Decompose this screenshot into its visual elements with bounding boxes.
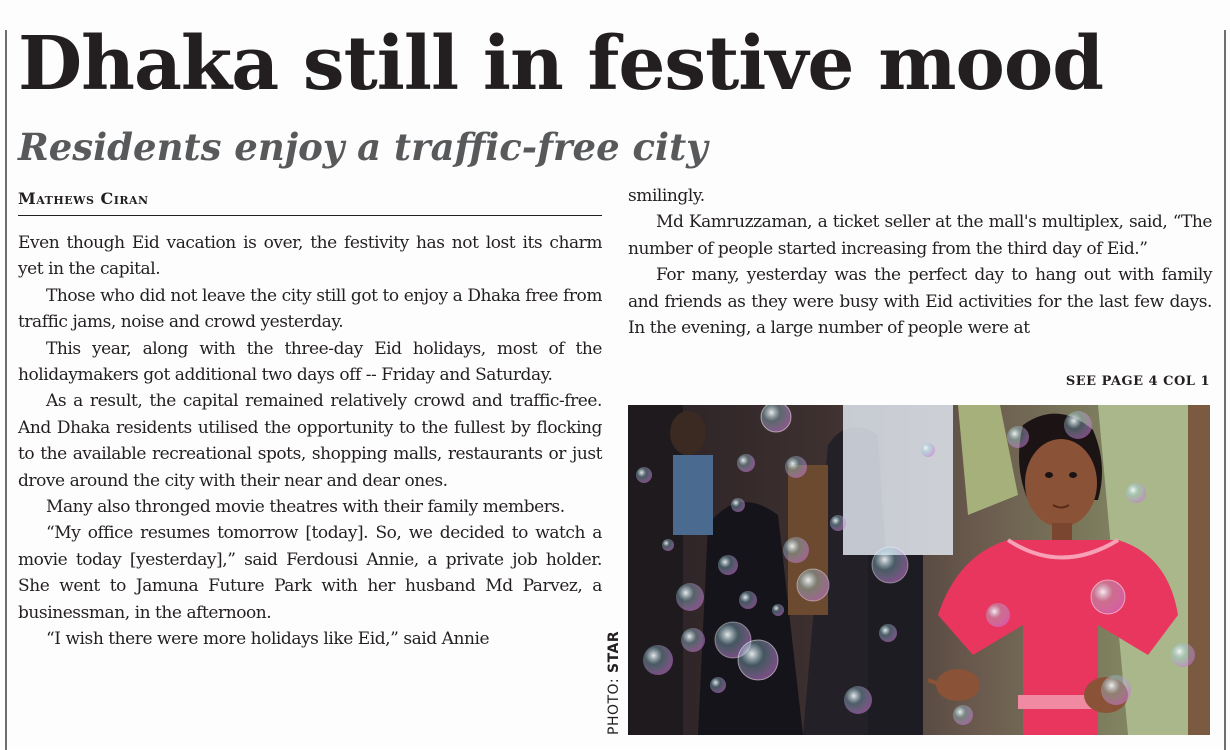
- right-column-rule: [1224, 30, 1226, 750]
- article-column-1: [18, 230, 602, 653]
- paragraph: Many also thronged movie theatres with their family members.: [46, 497, 565, 518]
- continuation-link: SEE PAGE 4 COL 1: [1065, 374, 1210, 389]
- left-column-rule: [5, 30, 7, 750]
- paragraph: As a result, the capital remained relatively crowd and traffic-free. And Dhaka residents utilised the opportunity to the fullest by flocking to the available recreational spots, shopping malls, restaurants or just drove around the city with their near and dear ones.: [18, 391, 602, 491]
- paragraph: smilingly.: [628, 186, 705, 206]
- paragraph: “My office resumes tomorrow [today]. So, we decided to watch a movie today [yesterday],” said Ferdousi Annie, a private job holder. She went to Jamuna Future Park with her husband Md Parvez, a businessman, in the afternoon.: [18, 523, 602, 623]
- paragraph: Those who did not leave the city still got to enjoy a Dhaka free from traffic jams, noise and crowd yesterday.: [18, 285, 602, 333]
- paragraph: “I wish there were more holidays like Eid,” said Annie: [46, 629, 490, 650]
- news-photo: [628, 405, 1210, 735]
- article-column-2: [628, 183, 1212, 341]
- photo-illustration: [628, 405, 1210, 735]
- photo-credit-source: STAR: [606, 630, 622, 674]
- headline: Dhaka still in festive mood: [18, 21, 1103, 107]
- photo-credit: [603, 615, 625, 735]
- byline-rule: [18, 215, 602, 216]
- paragraph: Md Kamruzzaman, a ticket seller at the mall's multiplex, said, “The number of people started increasing from the third day of Eid.”: [628, 212, 1212, 259]
- paragraph: For many, yesterday was the perfect day to hang out with family and friends as they were busy with Eid activities for the last few days. In the evening, a large number of people were at: [628, 265, 1212, 339]
- paragraph: This year, along with the three-day Eid holidays, most of the holidaymakers got additional two days off -- Friday and Saturday.: [18, 338, 602, 386]
- byline: Mathews Ciran: [18, 189, 149, 208]
- subheadline: Residents enjoy a traffic-free city: [18, 125, 708, 169]
- paragraph: Even though Eid vacation is over, the festivity has not lost its charm yet in the capital.: [18, 233, 602, 280]
- photo-credit-label: PHOTO:: [606, 673, 622, 735]
